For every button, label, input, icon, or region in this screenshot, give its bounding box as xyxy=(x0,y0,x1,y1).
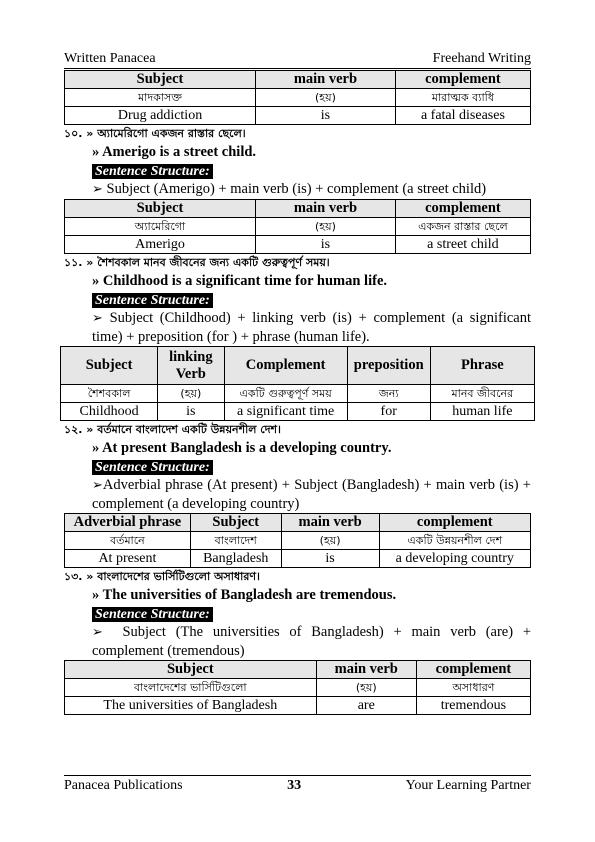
page-header xyxy=(64,50,531,69)
table-cell: একটি গুরুত্বপূর্ণ সময় xyxy=(224,385,347,403)
arrow-icon: ➢ xyxy=(92,311,103,326)
table-cell: একটি উন্নয়নশীল দেশ xyxy=(379,532,530,550)
structure-label-10: Sentence Structure: xyxy=(92,162,531,180)
structure-label-11: Sentence Structure: xyxy=(92,291,531,309)
table-cell: a developing country xyxy=(379,550,530,568)
table-cell: (হয়) xyxy=(316,679,416,697)
arrow-icon: ➢ xyxy=(92,478,103,493)
col-header: linking Verb xyxy=(158,347,224,385)
col-header: Subject xyxy=(65,661,317,679)
table-cell: শৈশবকাল xyxy=(61,385,158,403)
col-header: main verb xyxy=(281,514,379,532)
structure-text-13: ➢ Subject (The universities of Bangladesh) + main verb (are) + complement (tremendous) xyxy=(92,624,532,659)
table-header-row xyxy=(65,71,531,89)
table-cell: (হয়) xyxy=(158,385,224,403)
structure-text-11: ➢ Subject (Childhood) + linking verb (is) + complement (a significant time) + preposition (for ) + phrase (human life). xyxy=(92,310,531,345)
col-header: Subject xyxy=(61,347,158,385)
table-row xyxy=(65,532,531,550)
table-cell: is xyxy=(256,107,396,125)
bengali-sentence-13: ১৩. » বাংলাদেশের ভার্সিটিগুলো অসাধারণ। xyxy=(64,570,260,583)
table-cell: জন্য xyxy=(347,385,430,403)
table-row xyxy=(65,550,531,568)
bengali-sentence-10: ১০. » অ্যামেরিগো একজন রাস্তার ছেলে। xyxy=(64,127,246,140)
table-cell: are xyxy=(316,697,416,715)
table-cell: Bangladesh xyxy=(190,550,281,568)
table-cell: human life xyxy=(430,403,534,421)
col-header: Adverbial phrase xyxy=(65,514,191,532)
table-cell: বর্তমানে xyxy=(65,532,191,550)
col-header: complement xyxy=(395,71,530,89)
header-right: Freehand Writing xyxy=(432,51,531,66)
table-cell: বাংলাদেশ xyxy=(190,532,281,550)
table-row xyxy=(65,107,531,125)
structure-label-12: Sentence Structure: xyxy=(92,458,531,476)
english-sentence-10: » Amerigo is a street child. xyxy=(92,144,257,160)
table-childhood xyxy=(60,346,535,421)
table-cell: is xyxy=(158,403,224,421)
table-cell: (হয়) xyxy=(281,532,379,550)
table-cell: (হয়) xyxy=(256,89,396,107)
table-row xyxy=(61,403,535,421)
page xyxy=(64,50,531,715)
col-header: preposition xyxy=(347,347,430,385)
arrow-icon: ➢ xyxy=(92,625,103,640)
table-cell: At present xyxy=(65,550,191,568)
col-header: main verb xyxy=(256,71,396,89)
table-cell: মানব জীবনের xyxy=(430,385,534,403)
table-cell: a street child xyxy=(395,236,530,254)
table-row xyxy=(65,218,531,236)
page-number: 33 xyxy=(287,778,302,793)
header-left: Written Panacea xyxy=(64,51,156,66)
col-header: complement xyxy=(379,514,530,532)
col-header: main verb xyxy=(316,661,416,679)
structure-label-13: Sentence Structure: xyxy=(92,605,531,623)
table-cell: মাদকাসক্ত xyxy=(65,89,256,107)
table-cell: tremendous xyxy=(416,697,530,715)
structure-text-12: ➢Adverbial phrase (At present) + Subject (Bangladesh) + main verb (is) + complement (a developing country) xyxy=(92,477,531,512)
table-row xyxy=(61,385,535,403)
table-cell: মারাত্মক ব্যাধি xyxy=(395,89,530,107)
table-cell: The universities of Bangladesh xyxy=(65,697,317,715)
english-sentence-12: » At present Bangladesh is a developing country. xyxy=(92,440,392,456)
table-header-row xyxy=(61,347,535,385)
table-cell: is xyxy=(281,550,379,568)
structure-text-10: ➢ Subject (Amerigo) + main verb (is) + complement (a street child) xyxy=(92,181,487,197)
bengali-sentence-11: ১১. » শৈশবকাল মানব জীবনের জন্য একটি গুরুত্বপূর্ণ সময়। xyxy=(64,256,330,269)
table-row xyxy=(65,236,531,254)
col-header: Complement xyxy=(224,347,347,385)
table-cell: বাংলাদেশের ভার্সিটিগুলো xyxy=(65,679,317,697)
table-bangladesh xyxy=(64,513,531,568)
col-header: main verb xyxy=(256,200,396,218)
table-cell: Childhood xyxy=(61,403,158,421)
table-cell: একজন রাস্তার ছেলে xyxy=(395,218,530,236)
col-header: Subject xyxy=(65,200,256,218)
table-row xyxy=(65,697,531,715)
english-sentence-13: » The universities of Bangladesh are tremendous. xyxy=(92,587,397,603)
table-universities xyxy=(64,660,531,715)
table-cell: for xyxy=(347,403,430,421)
table-cell: a significant time xyxy=(224,403,347,421)
bengali-sentence-12: ১২. » বর্তমানে বাংলাদেশ একটি উন্নয়নশীল দেশ। xyxy=(64,423,281,436)
table-cell: a fatal diseases xyxy=(395,107,530,125)
table-cell: Amerigo xyxy=(65,236,256,254)
footer-tagline: Your Learning Partner xyxy=(405,778,531,793)
col-header: Phrase xyxy=(430,347,534,385)
table-row xyxy=(65,679,531,697)
col-header: Subject xyxy=(190,514,281,532)
col-header: complement xyxy=(395,200,530,218)
arrow-icon: ➢ xyxy=(92,182,103,197)
table-cell: (হয়) xyxy=(256,218,396,236)
table-cell: is xyxy=(256,236,396,254)
table-cell: অসাধারণ xyxy=(416,679,530,697)
table-row xyxy=(65,89,531,107)
col-header: complement xyxy=(416,661,530,679)
table-cell: Drug addiction xyxy=(65,107,256,125)
table-drug-addiction xyxy=(64,70,531,125)
table-header-row xyxy=(65,514,531,532)
english-sentence-11: » Childhood is a significant time for human life. xyxy=(92,273,387,289)
table-cell: অ্যামেরিগো xyxy=(65,218,256,236)
footer-publisher: Panacea Publications xyxy=(64,778,183,793)
table-header-row xyxy=(65,200,531,218)
table-amerigo xyxy=(64,199,531,254)
table-header-row xyxy=(65,661,531,679)
page-footer xyxy=(64,775,531,794)
col-header: Subject xyxy=(65,71,256,89)
